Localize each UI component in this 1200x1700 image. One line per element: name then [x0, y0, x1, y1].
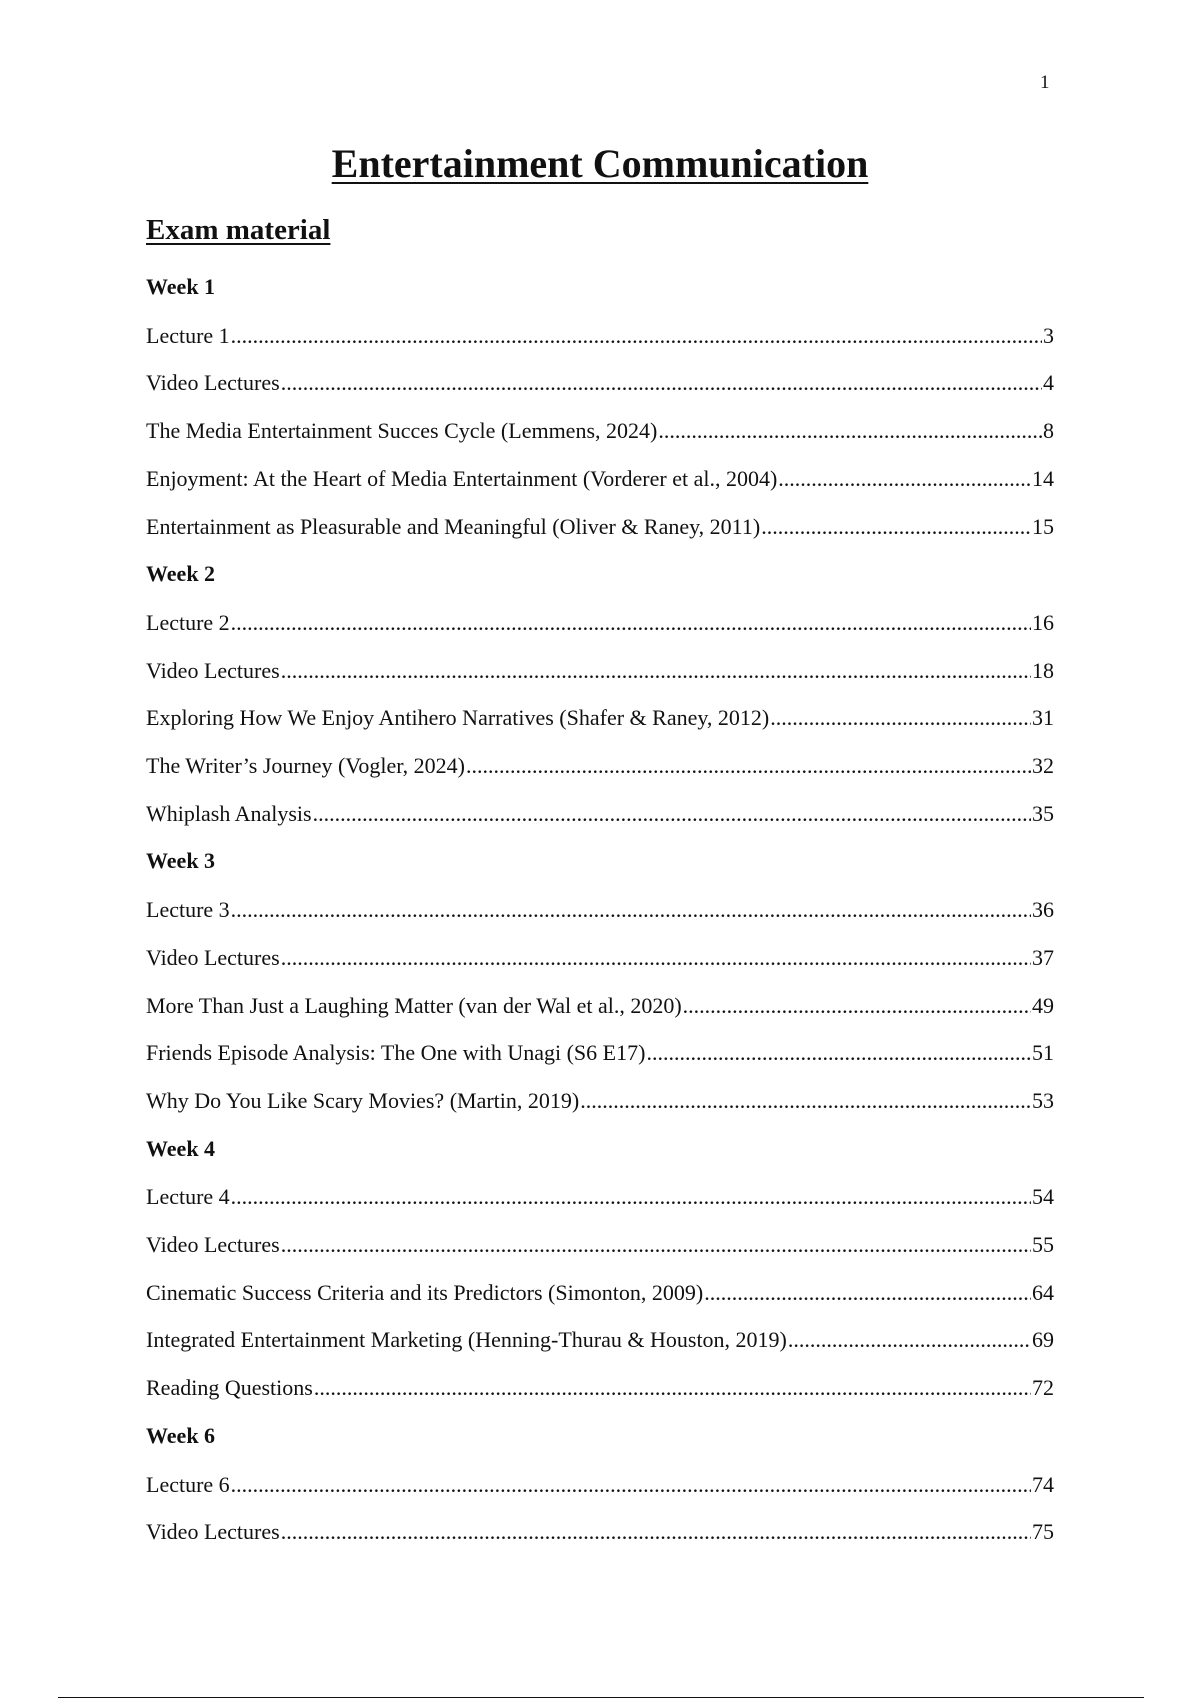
- toc-entry-page: 15: [1032, 514, 1054, 539]
- toc-entry-page: 3: [1043, 323, 1054, 348]
- dot-leader: [788, 1329, 1031, 1351]
- toc-entry-label: Lecture 4: [146, 1184, 230, 1209]
- toc-entry-page: 32: [1032, 753, 1054, 778]
- dot-leader: [281, 1234, 1031, 1256]
- dot-leader: [770, 707, 1031, 729]
- toc-entry-page: 14: [1032, 466, 1054, 491]
- toc-entry-label: Video Lectures: [146, 370, 280, 395]
- dot-leader: [466, 755, 1031, 777]
- toc-entry-page: 75: [1032, 1519, 1054, 1544]
- week-heading: Week 4: [146, 1136, 216, 1161]
- dot-leader: [761, 516, 1031, 538]
- toc-entry-page: 55: [1032, 1232, 1054, 1257]
- toc-entry-label: Video Lectures: [146, 1232, 280, 1257]
- toc-entry[interactable]: [146, 1521, 1054, 1543]
- dot-leader: [313, 803, 1031, 825]
- dot-leader: [231, 1474, 1031, 1496]
- toc-entry[interactable]: [146, 1474, 1054, 1496]
- week-heading: Week 6: [146, 1423, 216, 1448]
- dot-leader: [314, 1377, 1031, 1399]
- toc-entry[interactable]: [146, 755, 1054, 777]
- toc-entry[interactable]: [146, 372, 1054, 394]
- toc-entry[interactable]: [146, 803, 1054, 825]
- page-number: 1: [1040, 72, 1050, 93]
- dot-leader: [683, 995, 1031, 1017]
- toc-entry-page: 64: [1032, 1280, 1054, 1305]
- toc-entry-page: 53: [1032, 1088, 1054, 1113]
- week-heading: Week 2: [146, 561, 216, 586]
- document-title-text: Entertainment Communication: [331, 141, 869, 186]
- week-heading: Week 3: [146, 848, 216, 873]
- toc-entry-page: 54: [1032, 1184, 1054, 1209]
- toc-entry-label: Friends Episode Analysis: The One with Unagi (S6 E17): [146, 1040, 646, 1065]
- section-heading: Exam material: [146, 214, 331, 246]
- toc-entry[interactable]: [146, 612, 1054, 634]
- toc-entry[interactable]: [146, 1186, 1054, 1208]
- dot-leader: [281, 660, 1031, 682]
- dot-leader: [281, 372, 1042, 394]
- toc-entry[interactable]: [146, 1090, 1054, 1112]
- dot-leader: [658, 420, 1042, 442]
- toc-entry-label: The Media Entertainment Succes Cycle (Lemmens, 2024): [146, 418, 658, 443]
- toc-entry-label: Entertainment as Pleasurable and Meaningful (Oliver & Raney, 2011): [146, 514, 761, 539]
- toc-entry-page: 49: [1032, 993, 1054, 1018]
- toc-entry-page: 36: [1032, 897, 1054, 922]
- dot-leader: [231, 612, 1031, 634]
- toc-entry[interactable]: [146, 899, 1054, 921]
- toc-entry[interactable]: [146, 325, 1054, 347]
- toc-entry-page: 37: [1032, 945, 1054, 970]
- toc-entry-page: 35: [1032, 801, 1054, 826]
- toc-entry[interactable]: [146, 1042, 1054, 1064]
- toc-entry[interactable]: [146, 707, 1054, 729]
- document-title: [0, 140, 1200, 188]
- toc-entry-page: 18: [1032, 658, 1054, 683]
- dot-leader: [231, 325, 1042, 347]
- toc-entry-page: 16: [1032, 610, 1054, 635]
- toc-entry-page: 72: [1032, 1375, 1054, 1400]
- dot-leader: [231, 899, 1031, 921]
- toc-entry[interactable]: [146, 1377, 1054, 1399]
- toc-entry-label: Whiplash Analysis: [146, 801, 312, 826]
- toc-entry[interactable]: [146, 660, 1054, 682]
- dot-leader: [704, 1282, 1031, 1304]
- toc-entry-label: Lecture 2: [146, 610, 230, 635]
- toc-entry[interactable]: [146, 1234, 1054, 1256]
- toc-entry-page: 69: [1032, 1327, 1054, 1352]
- toc-entry-page: 8: [1043, 418, 1054, 443]
- toc-entry-label: Enjoyment: At the Heart of Media Entertainment (Vorderer et al., 2004): [146, 466, 778, 491]
- toc-entry-label: Reading Questions: [146, 1375, 313, 1400]
- toc-entry-label: Video Lectures: [146, 658, 280, 683]
- toc-entry-label: The Writer’s Journey (Vogler, 2024): [146, 753, 465, 778]
- week-heading: Week 1: [146, 274, 216, 299]
- toc-entry[interactable]: [146, 1282, 1054, 1304]
- toc-entry-label: Cinematic Success Criteria and its Predictors (Simonton, 2009): [146, 1280, 704, 1305]
- toc-entry-label: Video Lectures: [146, 945, 280, 970]
- dot-leader: [778, 468, 1031, 490]
- toc-entry-label: More Than Just a Laughing Matter (van der Wal et al., 2020): [146, 993, 682, 1018]
- toc-entry-page: 4: [1043, 370, 1054, 395]
- footer-rule: [58, 1697, 1144, 1698]
- toc-entry[interactable]: [146, 1329, 1054, 1351]
- dot-leader: [580, 1090, 1031, 1112]
- toc-entry[interactable]: [146, 468, 1054, 490]
- dot-leader: [646, 1042, 1031, 1064]
- toc-entry[interactable]: [146, 947, 1054, 969]
- toc-entry-label: Lecture 3: [146, 897, 230, 922]
- toc-entry[interactable]: [146, 995, 1054, 1017]
- toc-entry[interactable]: [146, 420, 1054, 442]
- toc-entry-page: 31: [1032, 705, 1054, 730]
- toc-entry-label: Integrated Entertainment Marketing (Henning-Thurau & Houston, 2019): [146, 1327, 787, 1352]
- toc-entry-page: 74: [1032, 1472, 1054, 1497]
- toc-entry-label: Lecture 6: [146, 1472, 230, 1497]
- dot-leader: [231, 1186, 1031, 1208]
- toc-entry[interactable]: [146, 516, 1054, 538]
- toc-entry-label: Lecture 1: [146, 323, 230, 348]
- toc-entry-page: 51: [1032, 1040, 1054, 1065]
- dot-leader: [281, 1521, 1031, 1543]
- toc-entry-label: Video Lectures: [146, 1519, 280, 1544]
- dot-leader: [281, 947, 1031, 969]
- toc-entry-label: Why Do You Like Scary Movies? (Martin, 2019): [146, 1088, 580, 1113]
- toc-entry-label: Exploring How We Enjoy Antihero Narratives (Shafer & Raney, 2012): [146, 705, 770, 730]
